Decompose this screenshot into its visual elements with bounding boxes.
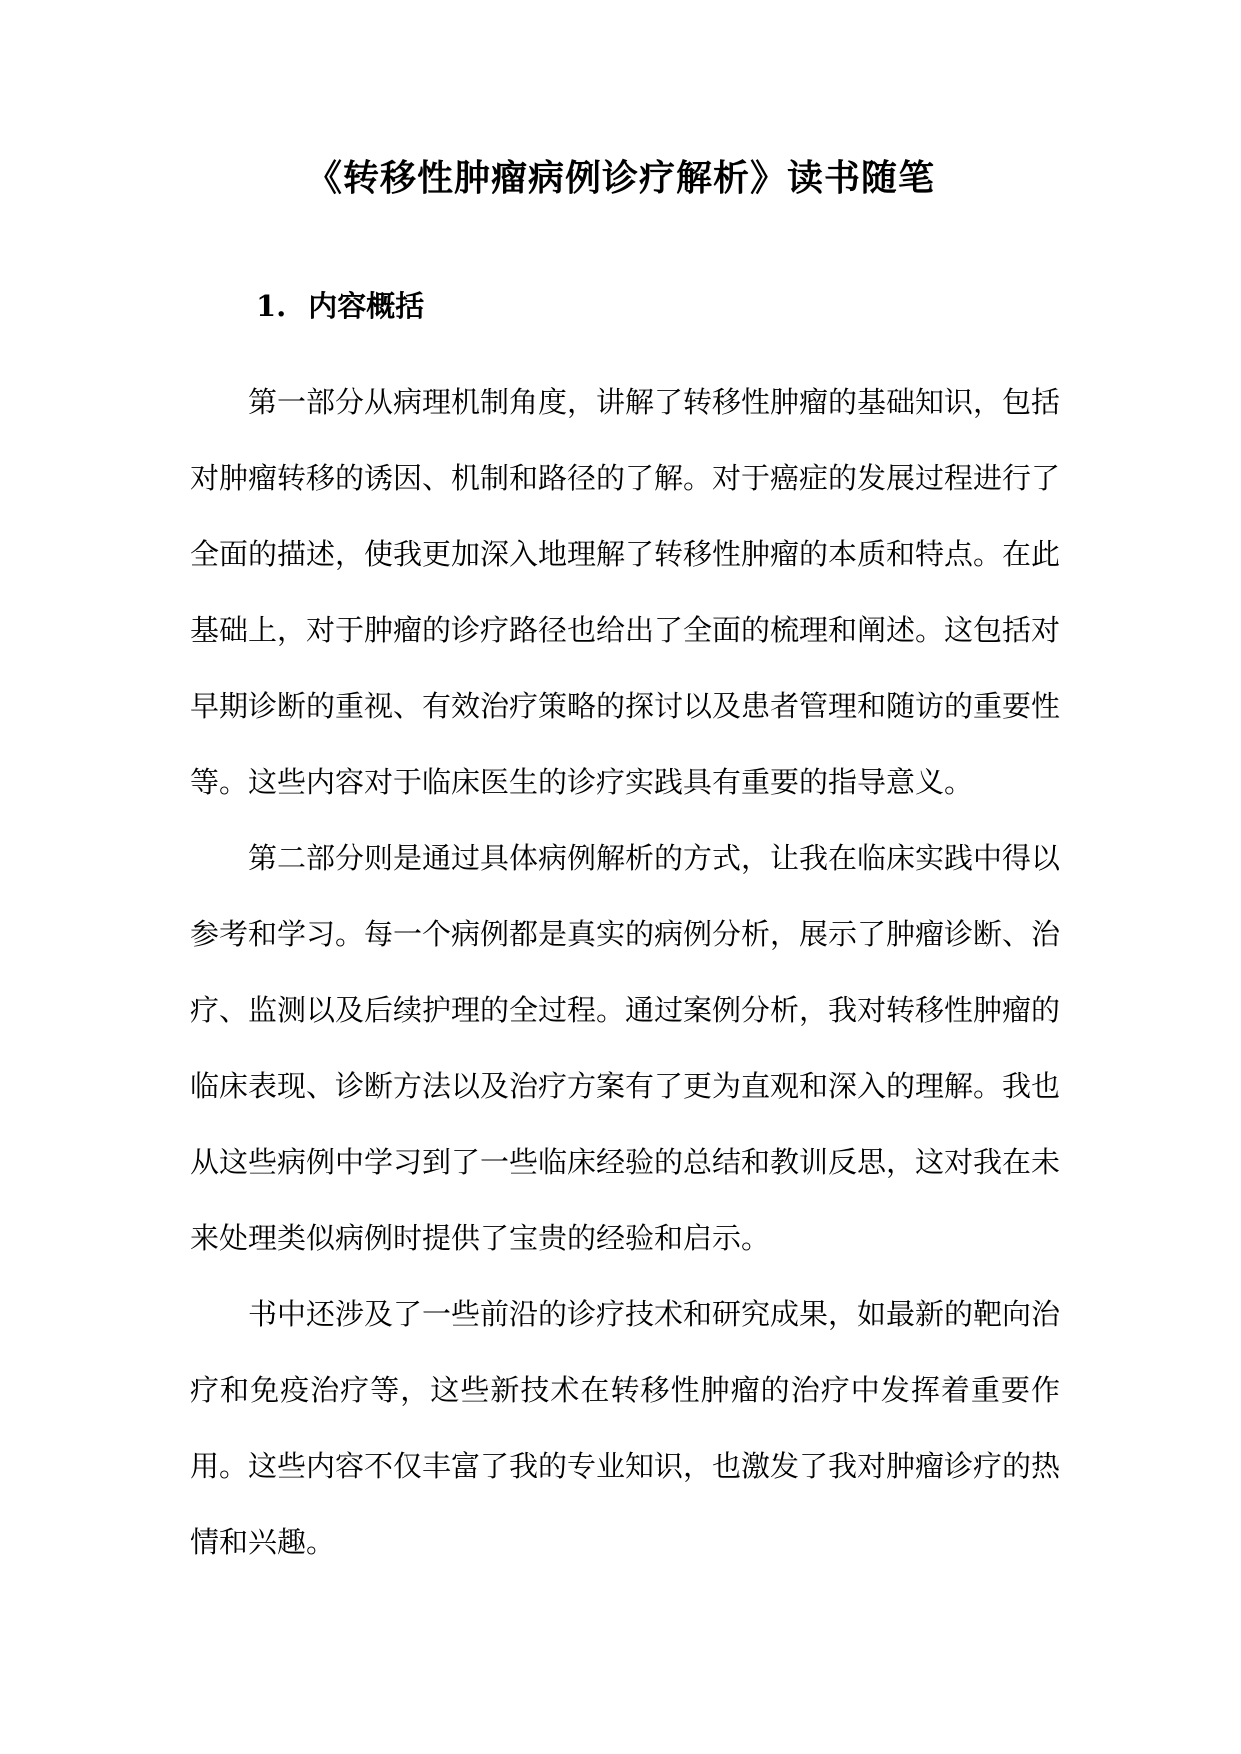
section-heading-text: 内容概括: [308, 289, 425, 323]
document-title: 《转移性肿瘤病例诊疗解析》读书随笔: [305, 157, 935, 199]
paragraph-2: 第二部分则是通过具体病例解析的方式，让我在临床实践中得以参考和学习。每一个病例都是真实的病例分析，展示了肿瘤诊断、治疗、监测以及后续护理的全过程。通过案例分析，我对转移性肿瘤的临床表现、诊断方法以及治疗方案有了更为直观和深入的理解。我也从这些病例中学习到了一些临床经验的总结和教训反思，这对我在未来处理类似病例时提供了宝贵的经验和启示。: [190, 841, 1061, 1255]
document-body: [190, 364, 1060, 1580]
section-number: 1.: [256, 289, 287, 323]
paragraph-3: 书中还涉及了一些前沿的诊疗技术和研究成果，如最新的靶向治疗和免疫治疗等，这些新技术在转移性肿瘤的治疗中发挥着重要作用。这些内容不仅丰富了我的专业知识，也激发了我对肿瘤诊疗的热情和兴趣。: [190, 1297, 1061, 1559]
section-heading: [256, 282, 424, 330]
paragraph-1: 第一部分从病理机制角度，讲解了转移性肿瘤的基础知识，包括对肿瘤转移的诱因、机制和路径的了解。对于癌症的发展过程进行了全面的描述，使我更加深入地理解了转移性肿瘤的本质和特点。在此基础上，对于肿瘤的诊疗路径也给出了全面的梳理和阐述。这包括对早期诊断的重视、有效治疗策略的探讨以及患者管理和随访的重要性等。这些内容对于临床医生的诊疗实践具有重要的指导意义。: [190, 385, 1061, 799]
